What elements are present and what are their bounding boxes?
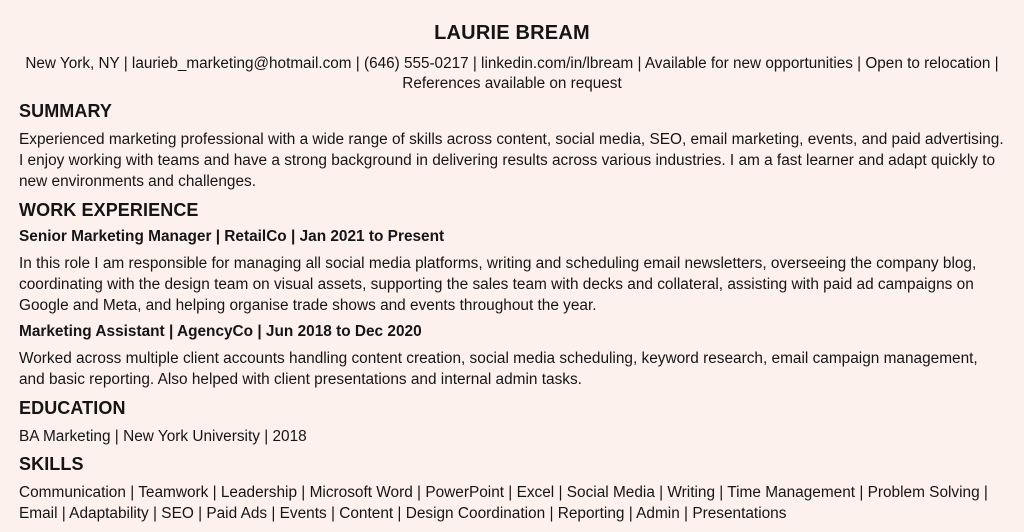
section-heading-education: EDUCATION [19, 397, 126, 418]
education-text: BA Marketing | New York University | 2018 [19, 427, 307, 445]
job-title: Marketing Assistant | AgencyCo | Jun 2018 to Dec 2020 [19, 323, 422, 341]
job-entry [19, 228, 1005, 317]
section-heading-work-experience: WORK EXPERIENCE [19, 199, 199, 220]
summary-text: Experienced marketing professional with a wide range of skills across content, social media, SEO, email marketing, events, and paid advertising. I enjoy working with teams and have a strong background in delivering results across various industries. I am a fast learner and adapt quickly to new environments and challenges. [19, 131, 1004, 191]
job-description: Worked across multiple client accounts handling content creation, social media scheduling, keyword research, email campaign management, and basic reporting. Also helped with client presentations and internal admin tasks. [19, 350, 978, 389]
candidate-name: LAURIE BREAM [434, 22, 590, 44]
job-entry [19, 323, 1005, 390]
section-heading-summary: SUMMARY [19, 101, 113, 121]
section-heading-skills: SKILLS [19, 453, 84, 474]
job-description: In this role I am responsible for managing all social media platforms, writing and scheduling email newsletters, overseeing the company blog, coordinating with the design team on visual assets, supporting the sales team with decks and collateral, assisting with paid ad campaigns on Google and Meta, and helping organise trade shows and events throughout the year. [19, 254, 977, 315]
job-title: Senior Marketing Manager | RetailCo | Jan 2021 to Present [19, 227, 445, 245]
skills-text: Communication | Teamwork | Leadership | Microsoft Word | PowerPoint | Excel | Social Media | Writing | Time Management | Problem Solving | Email | Adaptability | SEO | Paid Ads | Events | Content | Design Coordination | Reporting | Admin | Presentations [19, 483, 988, 523]
contact-line: New York, NY | laurieb_marketing@hotmail.com | (646) 555-0217 | linkedin.com/in/lbream | Available for new opportunities | Open to relocation | References available on request [25, 55, 999, 92]
